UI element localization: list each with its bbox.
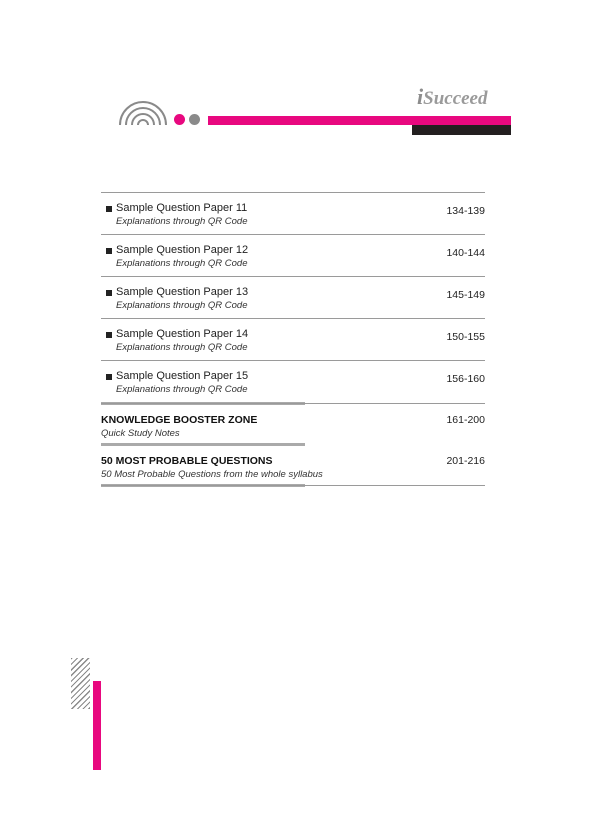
toc-section-title: 50 MOST PROBABLE QUESTIONS (101, 455, 273, 467)
side-pink-bar (93, 681, 101, 770)
toc-entry-title: Sample Question Paper 12 (116, 244, 249, 256)
bullet-square-icon (106, 374, 112, 380)
toc-entry-subtitle: Explanations through QR Code (116, 342, 248, 353)
pink-dot (174, 114, 185, 125)
header-dark-bar (412, 125, 511, 135)
toc-entry-pages: 156-160 (446, 373, 485, 385)
toc-entry-subtitle: Explanations through QR Code (116, 258, 248, 269)
toc-section[interactable] (101, 446, 485, 484)
section-divider (101, 484, 485, 487)
brand-logo-i: i (417, 84, 424, 109)
toc-entry[interactable] (101, 361, 485, 402)
bullet-square-icon (106, 290, 112, 296)
toc-section-title: KNOWLEDGE BOOSTER ZONE (101, 414, 258, 426)
toc-entry-title: Sample Question Paper 13 (116, 286, 249, 298)
bullet-square-icon (106, 248, 112, 254)
toc-entry[interactable] (101, 235, 485, 277)
toc-entry-title: Sample Question Paper 15 (116, 370, 249, 382)
bullet-square-icon (106, 332, 112, 338)
toc-entry-pages: 140-144 (446, 247, 485, 259)
toc-entry-pages: 150-155 (446, 331, 485, 343)
toc-section-subtitle: Quick Study Notes (101, 428, 180, 439)
header-pink-bar (208, 116, 511, 125)
bullet-square-icon (106, 206, 112, 212)
brand-logo-text: Succeed (423, 88, 488, 109)
toc-entry[interactable] (101, 319, 485, 361)
table-of-contents (101, 192, 485, 487)
hatched-pattern-decoration (71, 658, 90, 709)
toc-section-pages: 201-216 (446, 455, 485, 467)
toc-entry[interactable] (101, 277, 485, 319)
toc-entry-pages: 145-149 (446, 289, 485, 301)
toc-entry-title: Sample Question Paper 14 (116, 328, 249, 340)
toc-entry-subtitle: Explanations through QR Code (116, 300, 248, 311)
toc-entry-title: Sample Question Paper 11 (116, 202, 248, 214)
brand-logo (417, 84, 509, 108)
toc-entry-subtitle: Explanations through QR Code (116, 384, 248, 395)
concentric-arcs-icon (117, 100, 169, 126)
divider-thin-segment (101, 403, 485, 404)
grey-dot (189, 114, 200, 125)
toc-section-pages: 161-200 (446, 414, 485, 426)
toc-section-subtitle: 50 Most Probable Questions from the whole syllabus (101, 469, 323, 480)
divider-thin-segment (101, 485, 485, 486)
toc-entry[interactable] (101, 193, 485, 235)
toc-section[interactable] (101, 405, 485, 443)
toc-entry-subtitle: Explanations through QR Code (116, 216, 248, 227)
toc-entry-pages: 134-139 (446, 205, 485, 217)
